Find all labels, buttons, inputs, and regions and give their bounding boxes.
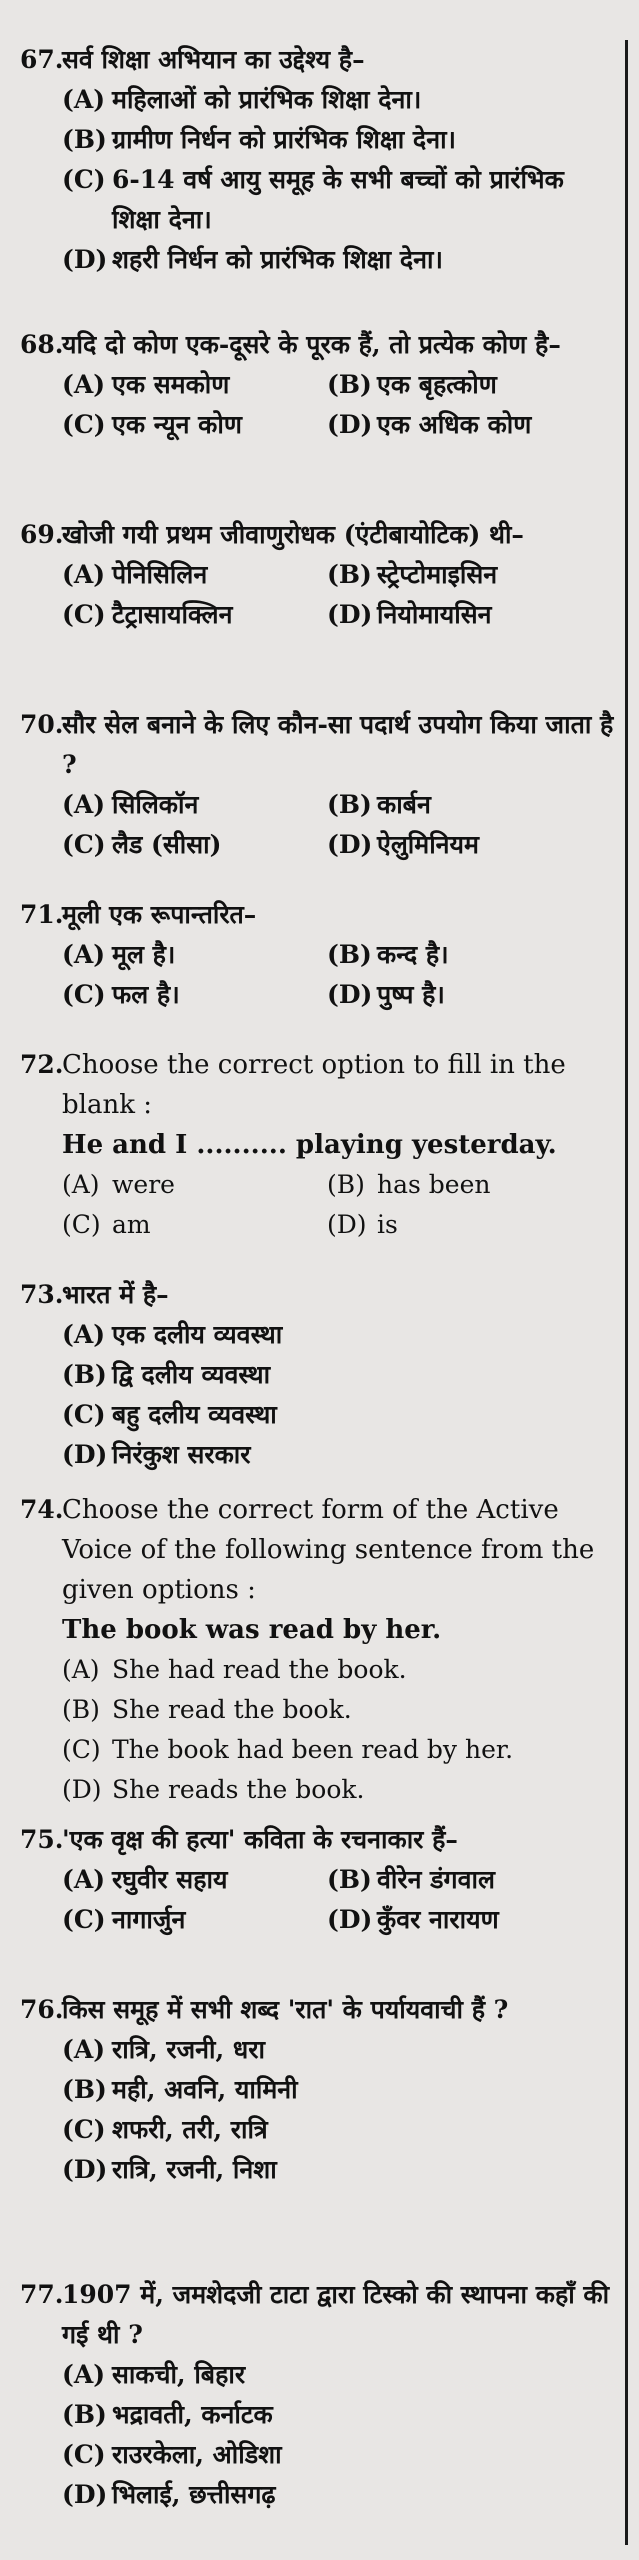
question-68: [0, 325, 618, 445]
question-number: 73.: [20, 1280, 64, 1309]
option-label: (D): [62, 1440, 108, 1469]
option-d[interactable]: [327, 405, 617, 445]
option-text: स्ट्रेप्टोमाइसिन: [377, 560, 498, 589]
option-label: (B): [327, 560, 372, 589]
option-text: मही, अवनि, यामिनी: [112, 2075, 298, 2104]
option-a[interactable]: [62, 1165, 327, 1205]
option-label: (B): [62, 1360, 107, 1389]
option-b[interactable]: [327, 1860, 617, 1900]
question-73: [0, 1275, 618, 1475]
option-text: कन्द है।: [377, 940, 449, 969]
question-number: 76.: [20, 1995, 64, 2024]
option-label: (A): [62, 2035, 106, 2064]
question-text: Choose the correct option to fill in the blank :: [62, 1050, 566, 1120]
option-c[interactable]: [62, 1205, 327, 1245]
option-text: राउरकेला, ओडिशा: [112, 2440, 282, 2469]
option-text: has been: [377, 1170, 491, 1199]
option-a[interactable]: [62, 1650, 618, 1690]
option-label: (D): [327, 830, 373, 859]
question-number: 77.: [20, 2280, 64, 2309]
option-d[interactable]: [62, 2150, 618, 2190]
option-c[interactable]: [62, 825, 327, 865]
option-label: (B): [327, 370, 372, 399]
option-c[interactable]: [62, 595, 327, 635]
option-a[interactable]: [62, 785, 327, 825]
option-a[interactable]: [62, 555, 327, 595]
option-c[interactable]: [62, 405, 327, 445]
option-label: (D): [327, 1905, 373, 1934]
question-67: [0, 40, 618, 280]
option-label: (B): [327, 1170, 365, 1199]
question-text: भारत में है–: [62, 1280, 169, 1309]
question-71: [0, 895, 618, 1015]
option-label: (B): [62, 2400, 107, 2429]
option-b[interactable]: [327, 365, 617, 405]
option-b[interactable]: [62, 1355, 618, 1395]
option-label: (D): [62, 245, 108, 274]
option-label: (C): [62, 2440, 106, 2469]
option-label: (D): [327, 410, 373, 439]
question-text: सर्व शिक्षा अभियान का उद्देश्य है–: [62, 45, 365, 74]
option-text: She reads the book.: [112, 1775, 365, 1804]
option-label: (C): [62, 830, 106, 859]
option-label: (A): [62, 1655, 100, 1684]
question-text: खोजी गयी प्रथम जीवाणुरोधक (एंटीबायोटिक) थी–: [62, 520, 524, 549]
option-text: कुँवर नारायण: [377, 1905, 499, 1934]
option-text: नियोमायसिन: [377, 600, 492, 629]
option-text: एक न्यून कोण: [112, 410, 242, 439]
option-d[interactable]: [62, 1770, 618, 1810]
option-d[interactable]: [62, 240, 618, 280]
option-b[interactable]: [327, 555, 617, 595]
option-label: (C): [62, 1400, 106, 1429]
option-b[interactable]: [62, 1690, 618, 1730]
option-label: (A): [62, 1170, 100, 1199]
question-76: [0, 1990, 618, 2190]
option-label: (C): [62, 410, 106, 439]
option-text: एक समकोण: [112, 370, 230, 399]
option-label: (A): [62, 2360, 106, 2389]
option-label: (C): [62, 1905, 106, 1934]
option-text: निरंकुश सरकार: [112, 1440, 251, 1469]
option-c[interactable]: [62, 1900, 327, 1940]
question-number: 75.: [20, 1825, 64, 1854]
option-text: सिलिकॉन: [112, 790, 199, 819]
question-text: किस समूह में सभी शब्द 'रात' के पर्यायवाची हैं ?: [62, 1995, 509, 2024]
option-text: एक अधिक कोण: [377, 410, 532, 439]
option-a[interactable]: [62, 80, 618, 120]
option-label: (D): [327, 980, 373, 1009]
option-text: मूल है।: [112, 940, 176, 969]
option-c[interactable]: [62, 2110, 618, 2150]
option-d[interactable]: [327, 1205, 617, 1245]
question-72: [0, 1045, 618, 1245]
option-label: (C): [62, 165, 106, 194]
option-label: (B): [62, 125, 107, 154]
option-a[interactable]: [62, 2030, 618, 2070]
option-b[interactable]: [62, 120, 618, 160]
option-c[interactable]: [62, 160, 618, 240]
option-text: पुष्प है।: [377, 980, 445, 1009]
option-text: She had read the book.: [112, 1655, 407, 1684]
option-text: एक दलीय व्यवस्था: [112, 1320, 283, 1349]
question-text: यदि दो कोण एक-दूसरे के पूरक हैं, तो प्रत्येक कोण है–: [62, 330, 561, 359]
option-b[interactable]: [327, 935, 617, 975]
option-b[interactable]: [62, 2395, 618, 2435]
option-a[interactable]: [62, 935, 327, 975]
option-text: लैड (सीसा): [112, 830, 222, 859]
option-text: भिलाई, छत्तीसगढ़: [112, 2480, 276, 2509]
option-text: रात्रि, रजनी, धरा: [112, 2035, 265, 2064]
option-label: (B): [327, 790, 372, 819]
option-c[interactable]: [62, 1395, 618, 1435]
option-label: (D): [62, 2155, 108, 2184]
option-text: She read the book.: [112, 1695, 352, 1724]
option-label: (B): [62, 1695, 100, 1724]
option-text: is: [377, 1210, 398, 1239]
option-label: (B): [327, 1865, 372, 1894]
question-number: 72.: [20, 1050, 64, 1079]
option-text: वीरेन डंगवाल: [377, 1865, 495, 1894]
question-sentence: He and I .......... playing yesterday.: [62, 1130, 557, 1160]
option-text: शहरी निर्धन को प्रारंभिक शिक्षा देना।: [112, 245, 443, 274]
option-text: बहु दलीय व्यवस्था: [112, 1400, 277, 1429]
option-label: (A): [62, 790, 106, 819]
option-label: (A): [62, 1865, 106, 1894]
option-label: (A): [62, 560, 106, 589]
option-text: कार्बन: [377, 790, 431, 819]
option-a[interactable]: [62, 1860, 327, 1900]
option-d[interactable]: [327, 1900, 617, 1940]
option-text: पेनिसिलिन: [112, 560, 208, 589]
option-d[interactable]: [327, 825, 617, 865]
option-text: साकची, बिहार: [112, 2360, 246, 2389]
option-text: भद्रावती, कर्नाटक: [112, 2400, 273, 2429]
option-label: (D): [62, 2480, 108, 2509]
option-label: (A): [62, 370, 106, 399]
question-text: 'एक वृक्ष की हत्या' कविता के रचनाकार हैं–: [62, 1825, 458, 1854]
question-69: [0, 515, 618, 635]
option-text: रघुवीर सहाय: [112, 1865, 228, 1894]
option-label: (C): [62, 1210, 101, 1239]
option-d[interactable]: [62, 2475, 618, 2515]
option-c[interactable]: [62, 2435, 618, 2475]
option-label: (B): [62, 2075, 107, 2104]
option-label: (D): [62, 1775, 102, 1804]
question-number: 71.: [20, 900, 64, 929]
option-text: ऐलुमिनियम: [377, 830, 480, 859]
option-text: am: [112, 1210, 151, 1239]
question-number: 68.: [20, 330, 64, 359]
option-text: टैट्रासायक्लिन: [112, 600, 233, 629]
option-text: नागार्जुन: [112, 1905, 186, 1934]
option-label: (C): [62, 980, 106, 1009]
question-sentence: The book was read by her.: [62, 1615, 442, 1645]
option-text: शफरी, तरी, रात्रि: [112, 2115, 268, 2144]
option-a[interactable]: [62, 365, 327, 405]
option-label: (C): [62, 2115, 106, 2144]
question-number: 74.: [20, 1495, 64, 1524]
option-text: महिलाओं को प्रारंभिक शिक्षा देना।: [112, 85, 422, 114]
option-label: (C): [62, 600, 106, 629]
option-b[interactable]: [62, 2070, 618, 2110]
question-number: 70.: [20, 710, 64, 739]
option-a[interactable]: [62, 2355, 618, 2395]
option-text: ग्रामीण निर्धन को प्रारंभिक शिक्षा देना।: [112, 125, 457, 154]
option-label: (A): [62, 1320, 106, 1349]
question-70: [0, 705, 618, 865]
question-number: 67.: [20, 45, 64, 74]
option-label: (D): [327, 1210, 367, 1239]
option-text: फल है।: [112, 980, 180, 1009]
option-a[interactable]: [62, 1315, 618, 1355]
question-text: मूली एक रूपान्तरित–: [62, 900, 257, 929]
option-d[interactable]: [327, 975, 617, 1015]
option-label: (D): [327, 600, 373, 629]
option-b[interactable]: [327, 785, 617, 825]
column-rule: [625, 40, 628, 2545]
option-d[interactable]: [62, 1435, 618, 1475]
option-d[interactable]: [327, 595, 617, 635]
option-c[interactable]: [62, 975, 327, 1015]
question-number: 69.: [20, 520, 64, 549]
option-text: द्वि दलीय व्यवस्था: [112, 1360, 271, 1389]
question-text: Choose the correct form of the Active Voice of the following sentence from the given options :: [62, 1495, 595, 1605]
question-74: [0, 1490, 618, 1810]
question-75: [0, 1820, 618, 1940]
option-label: (A): [62, 940, 106, 969]
option-label: (C): [62, 1735, 101, 1764]
option-text: 6-14 वर्ष आयु समूह के सभी बच्चों को प्रारंभिक शिक्षा देना।: [112, 165, 564, 234]
option-text: रात्रि, रजनी, निशा: [112, 2155, 277, 2184]
option-c[interactable]: [62, 1730, 618, 1770]
question-77: [0, 2275, 618, 2515]
option-text: The book had been read by her.: [112, 1735, 514, 1764]
option-text: were: [112, 1170, 175, 1199]
option-label: (B): [327, 940, 372, 969]
option-b[interactable]: [327, 1165, 617, 1205]
question-text: सौर सेल बनाने के लिए कौन-सा पदार्थ उपयोग किया जाता है ?: [62, 710, 614, 779]
question-text: 1907 में, जमशेदजी टाटा द्वारा टिस्को की स्थापना कहाँ की गई थी ?: [62, 2280, 610, 2349]
option-text: एक बृहत्कोण: [377, 370, 497, 399]
option-label: (A): [62, 85, 106, 114]
